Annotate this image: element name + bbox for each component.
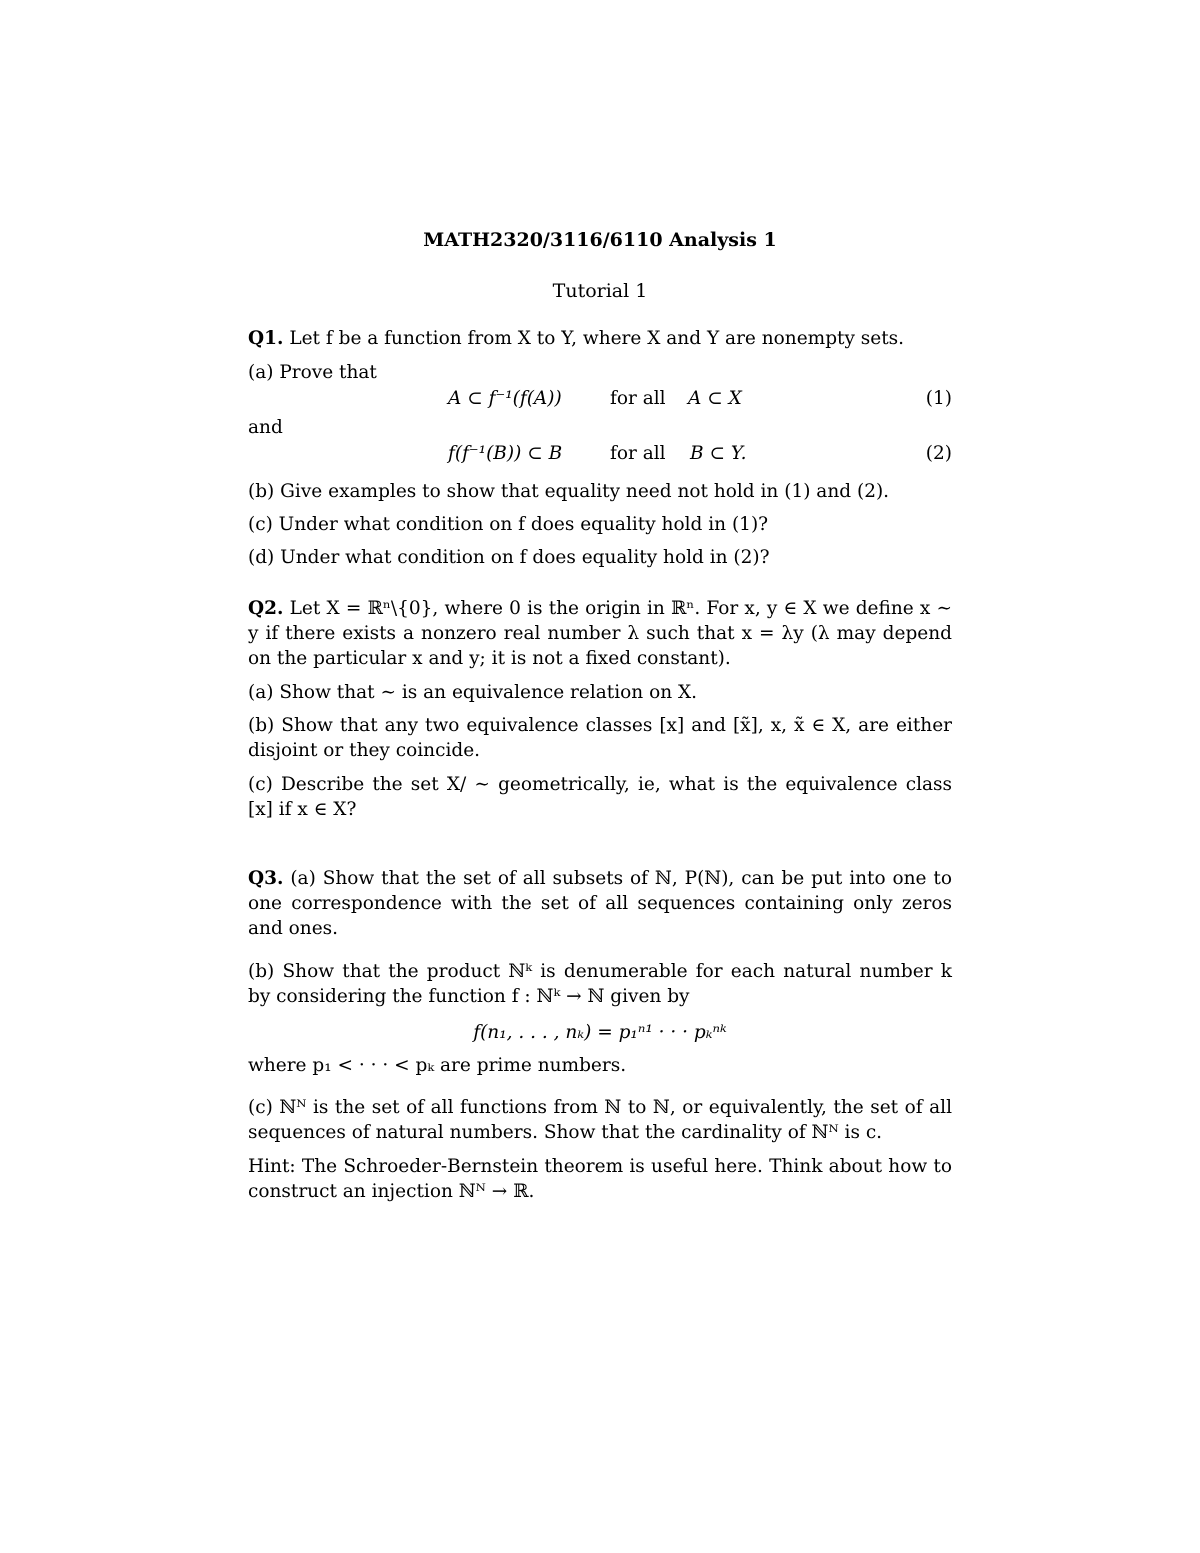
document-title: MATH2320/3116/6110 Analysis 1 bbox=[423, 229, 777, 251]
q1-label: Q1. bbox=[248, 328, 284, 349]
q3-part-b: (b) Show that the product ℕᵏ is denumerable for each natural number k by considering the function f : ℕᵏ → ℕ given by bbox=[248, 961, 952, 1007]
q1-and: and bbox=[248, 417, 283, 438]
q1-part-d: (d) Under what condition on f does equality hold in (2)? bbox=[248, 547, 770, 568]
q1-intro-line bbox=[248, 326, 952, 351]
q2-part-a: (a) Show that ∼ is an equivalence relation on X. bbox=[248, 682, 698, 703]
equation-1-rhs: A ⊂ X bbox=[688, 388, 742, 409]
document-subtitle: Tutorial 1 bbox=[552, 280, 648, 302]
equation-2-number: (2) bbox=[925, 443, 952, 464]
q2-part-c: (c) Describe the set X/ ∼ geometrically, ie, what is the equivalence class [x] if x ∈ X? bbox=[248, 774, 952, 820]
q3-hint: Hint: The Schroeder-Bernstein theorem is useful here. Think about how to construct an injection ℕᴺ → ℝ. bbox=[248, 1156, 952, 1202]
q2-label: Q2. bbox=[248, 598, 284, 619]
equation-2-rhs: B ⊂ Y. bbox=[690, 443, 747, 464]
equation-1-number: (1) bbox=[925, 388, 952, 409]
q1-part-c: (c) Under what condition on f does equality hold in (1)? bbox=[248, 514, 769, 535]
q3-where: where p₁ < · · · < pₖ are prime numbers. bbox=[248, 1055, 627, 1076]
q2-intro-block bbox=[248, 596, 952, 671]
q3-part-a-block bbox=[248, 866, 952, 941]
equation-2-lhs: f(f⁻¹(B)) ⊂ B bbox=[448, 443, 563, 464]
q2-intro: Let X = ℝⁿ\{0}, where 0 is the origin in ℝⁿ. For x, y ∈ X we define x ∼ y if there exists a nonzero real number λ such that x = λy (λ may depend on the particular x and y; it is not a fixed constant). bbox=[248, 598, 952, 669]
q3-part-a: (a) Show that the set of all subsets of ℕ, P(ℕ), can be put into one to one correspondence with the set of all sequences containing only zeros and ones. bbox=[248, 868, 952, 939]
equation-1-lhs: A ⊂ f⁻¹(f(A)) bbox=[448, 388, 562, 409]
equation-1 bbox=[248, 386, 952, 411]
equation-1-for-all: for all bbox=[610, 388, 666, 409]
equation-2-for-all: for all bbox=[610, 443, 666, 464]
q2-part-b: (b) Show that any two equivalence classes [x] and [x̃], x, x̃ ∈ X, are either disjoint or they coincide. bbox=[248, 715, 952, 761]
q1-part-b: (b) Give examples to show that equality need not hold in (1) and (2). bbox=[248, 481, 890, 502]
q3-part-c: (c) ℕᴺ is the set of all functions from ℕ to ℕ, or equivalently, the set of all sequences of natural numbers. Show that the cardinality of ℕᴺ is c. bbox=[248, 1097, 952, 1143]
q1-part-a: (a) Prove that bbox=[248, 362, 377, 383]
q3-formula: f(n₁, . . . , nₖ) = p₁ⁿ¹ · · · pₖⁿᵏ bbox=[473, 1022, 727, 1043]
q3-label: Q3. bbox=[248, 868, 284, 889]
q1-intro: Let f be a function from X to Y, where X and Y are nonempty sets. bbox=[289, 328, 905, 349]
equation-2 bbox=[248, 441, 952, 466]
